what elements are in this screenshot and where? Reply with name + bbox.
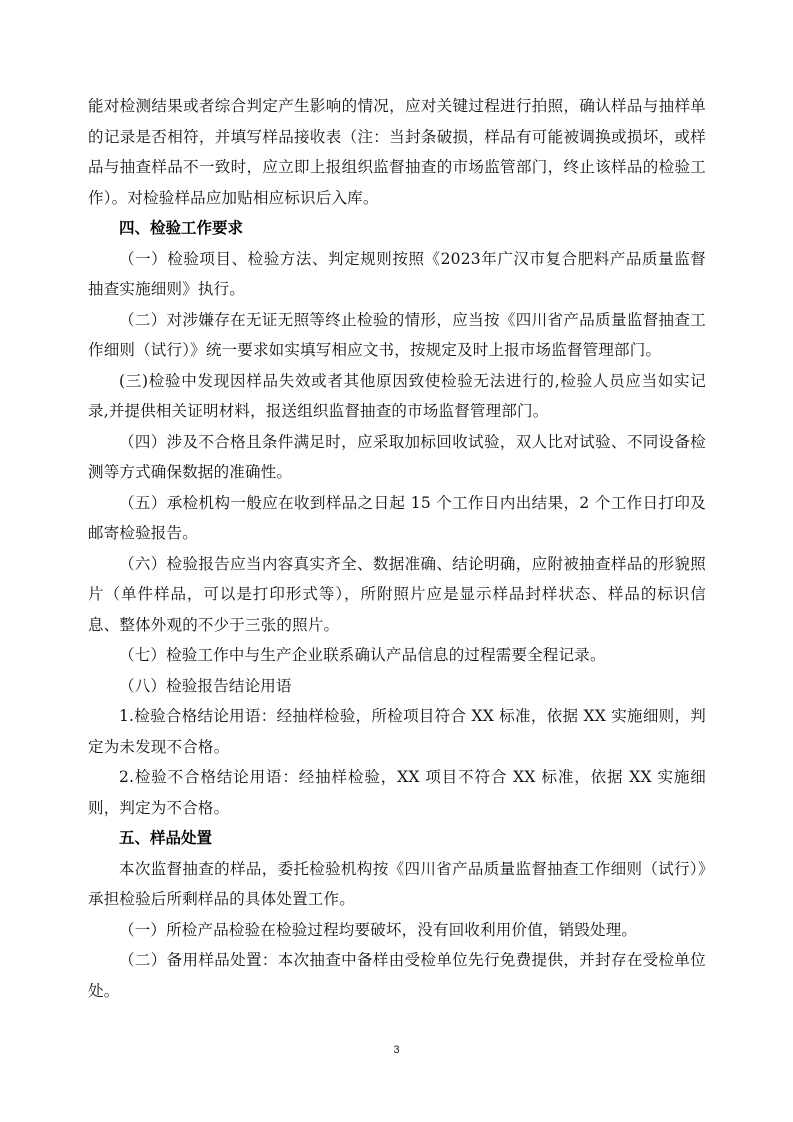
body-paragraph: （二）备用样品处置：本次抽查中备样由受检单位先行免费提供，并封存在受检单位处。 [88,951,706,1000]
body-paragraph: 1.检验合格结论用语：经抽样检验，所检项目符合 XX 标准，依据 XX 实施细则，判定为未发现不合格。 [88,707,706,756]
page-number: 3 [393,1044,400,1056]
body-paragraph: （一）检验项目、检验方法、判定规则按照《2023年广汉市复合肥料产品质量监督抽查实施细则》执行。 [88,249,706,298]
body-paragraph: （八）检验报告结论用语 [119,676,292,695]
body-paragraph: 2.检验不合格结论用语：经抽样检验，XX 项目不符合 XX 标准，依据 XX 实施细则，判定为不合格。 [88,768,706,817]
body-paragraph: (三)检验中发现因样品失效或者其他原因致使检验无法进行的,检验人员应当如实记录,并提供相关证明材料，报送组织监督抽查的市场监督管理部门。 [88,371,706,420]
body-paragraph: （七）检验工作中与生产企业联系确认产品信息的过程需要全程记录。 [119,646,606,664]
body-paragraph: （四）涉及不合格且条件满足时，应采取加标回收试验，双人比对试验、不同设备检测等方式确保数据的准确性。 [88,432,706,481]
body-paragraph: 本次监督抽查的样品，委托检验机构按《四川省产品质量监督抽查工作细则（试行）》承担检验后所剩样品的具体处置工作。 [88,859,706,908]
section-heading: 四、检验工作要求 [119,219,244,237]
body-paragraph: （六）检验报告应当内容真实齐全、数据准确、结论明确，应附被抽查样品的形貌照片（单件样品，可以是打印形式等），所附照片应是显示样品封样状态、样品的标识信息、整体外观的不少于三张的照片。 [88,554,706,634]
section-heading: 五、样品处置 [119,829,213,847]
body-paragraph: （二）对涉嫌存在无证无照等终止检验的情形，应当按《四川省产品质量监督抽查工作细则（试行）》统一要求如实填写相应文书，按规定及时上报市场监督管理部门。 [88,310,706,359]
body-paragraph: （五）承检机构一般应在收到样品之日起 15 个工作日内出结果，2 个工作日打印及邮寄检验报告。 [88,493,706,542]
body-paragraph: （一）所检产品检验在检验过程均要破坏，没有回收利用价值，销毁处理。 [119,920,638,939]
body-paragraph: 能对检测结果或者综合判定产生影响的情况，应对关键过程进行拍照，确认样品与抽样单的记录是否相符，并填写样品接收表（注：当封条破损，样品有可能被调换或损坏，或样品与抽查样品不一致时，应立即上报组织监督抽查的市场监管部门，终止该样品的检验工作）。对检验样品应加贴相应标识后入库。 [88,97,706,207]
document-body [88,91,706,1006]
